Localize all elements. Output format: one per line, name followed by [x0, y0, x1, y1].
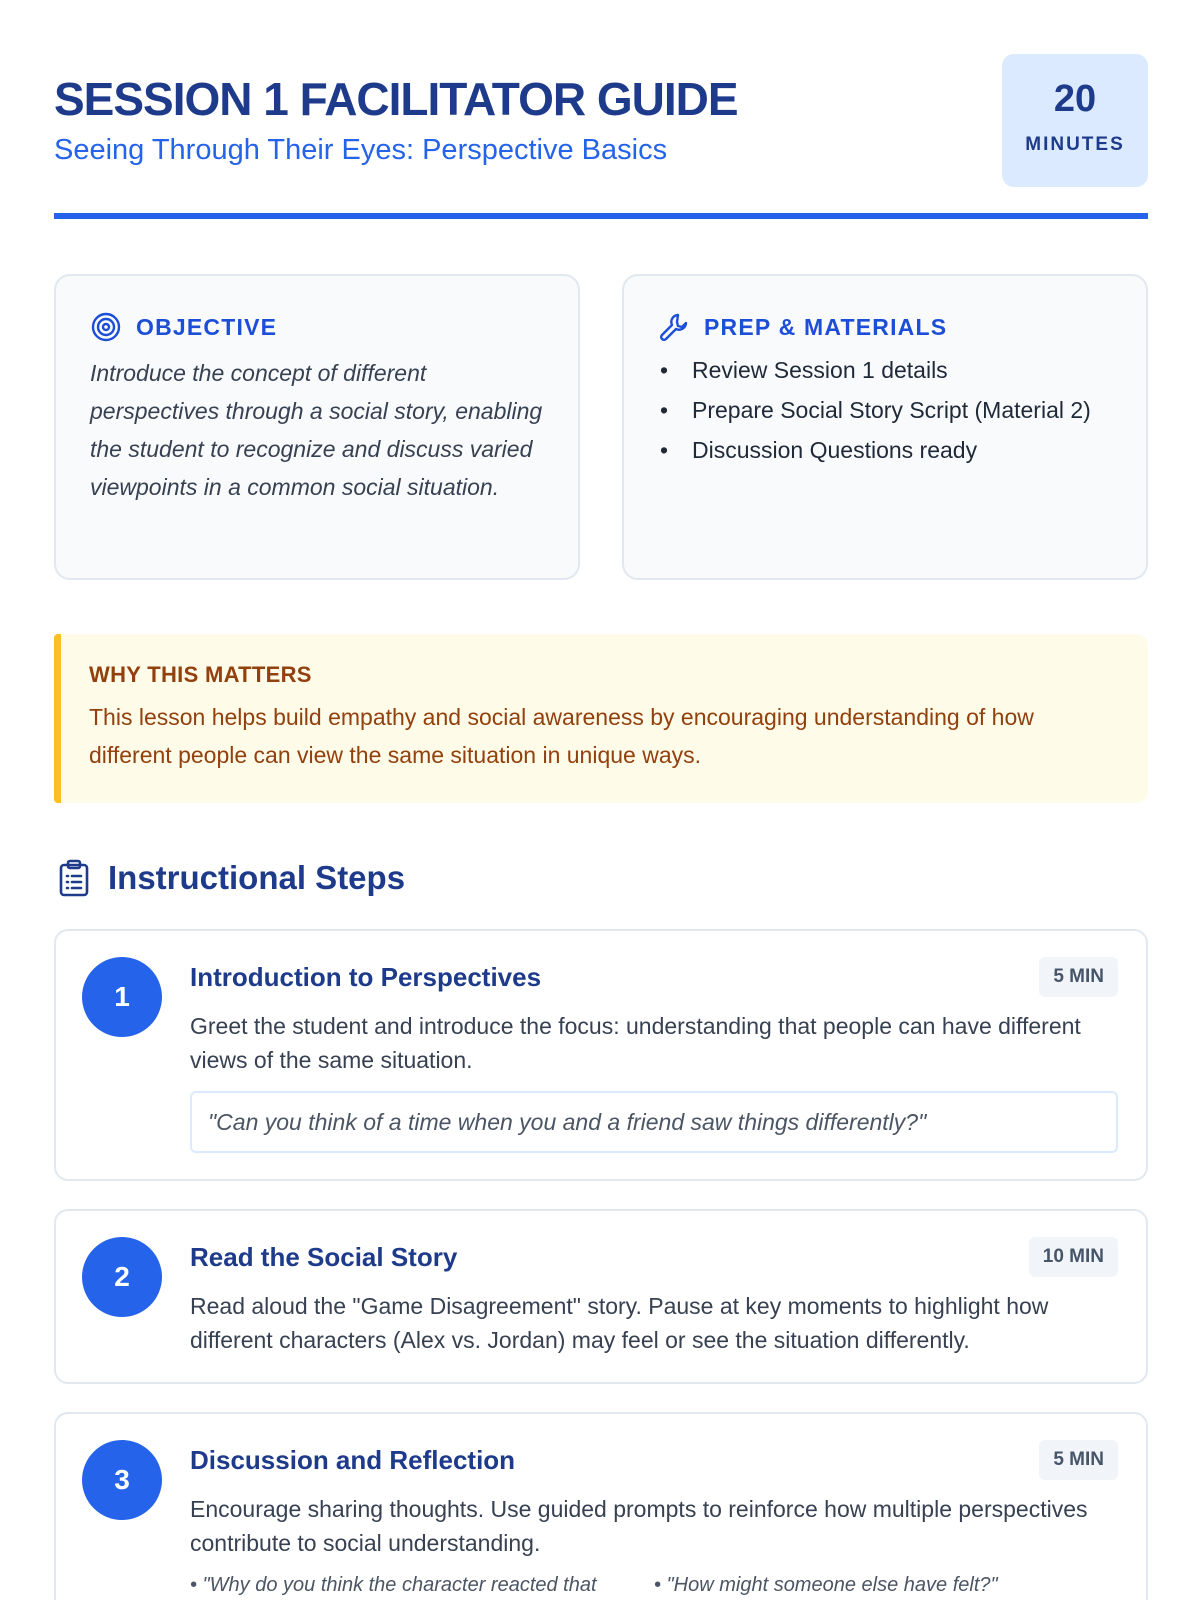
objective-text: Introduce the concept of different perspectives through a social story, enabling the student to recognize and discuss varied viewpoints in a common social situation.	[90, 360, 543, 500]
page-subtitle: Seeing Through Their Eyes: Perspective Basics	[54, 134, 668, 166]
step-duration-badge: 10 MIN	[1029, 1237, 1118, 1277]
why-text: This lesson helps build empathy and social awareness by encouraging understanding of how different people can view the same situation in unique ways.	[89, 704, 1034, 768]
why-title: WHY THIS MATTERS	[89, 662, 312, 687]
guide-header	[54, 54, 1148, 222]
prep-heading: PREP & MATERIALS	[704, 313, 948, 340]
guided-prompt: • "How might someone else have felt?"	[654, 1574, 998, 1596]
section-title: Instructional Steps	[108, 859, 406, 896]
guided-prompt: • "Why do you think the character reacted that	[190, 1574, 597, 1596]
step-duration-badge: 5 MIN	[1039, 957, 1118, 997]
instructional-steps-heading	[54, 858, 405, 898]
step-card	[54, 1209, 1148, 1384]
step-number: 2	[82, 1237, 162, 1317]
objective-card	[54, 274, 580, 580]
step-title: Discussion and Reflection	[190, 1445, 516, 1475]
target-icon	[90, 311, 122, 343]
step-title: Read the Social Story	[190, 1242, 458, 1272]
step-description: Encourage sharing thoughts. Use guided prompts to reinforce how multiple perspectives contribute to social understanding.	[190, 1496, 1088, 1556]
session-duration-badge	[1002, 54, 1148, 187]
prep-item: • Prepare Social Story Script (Material 2)	[658, 394, 1112, 427]
step-title: Introduction to Perspectives	[190, 962, 542, 992]
wrench-icon	[658, 311, 690, 343]
duration-value: 20	[1053, 78, 1097, 120]
step-script-quote: "Can you think of a time when you and a friend saw things differently?"	[190, 1091, 1118, 1153]
clipboard-icon	[54, 858, 94, 898]
step-description: Greet the student and introduce the focus: understanding that people can have different views of the same situation.	[190, 1013, 1081, 1073]
page-title: SESSION 1 FACILITATOR GUIDE	[54, 73, 738, 125]
guided-prompts	[190, 1574, 1118, 1597]
prep-item: • Review Session 1 details	[658, 354, 1112, 387]
prep-item: • Discussion Questions ready	[658, 434, 1112, 467]
prep-materials-card	[622, 274, 1148, 580]
step-card	[54, 1412, 1148, 1600]
objective-heading: OBJECTIVE	[136, 313, 278, 340]
step-card	[54, 929, 1148, 1181]
duration-unit: MINUTES	[1025, 134, 1125, 155]
header-divider	[54, 213, 1148, 219]
step-number: 3	[82, 1440, 162, 1520]
step-description: Read aloud the "Game Disagreement" story. Pause at key moments to highlight how different characters (Alex vs. Jordan) may feel or see the situation differently.	[190, 1293, 1049, 1353]
step-duration-badge: 5 MIN	[1039, 1440, 1118, 1480]
prep-list	[658, 354, 1112, 467]
step-number: 1	[82, 957, 162, 1037]
why-this-matters-callout	[54, 634, 1148, 803]
